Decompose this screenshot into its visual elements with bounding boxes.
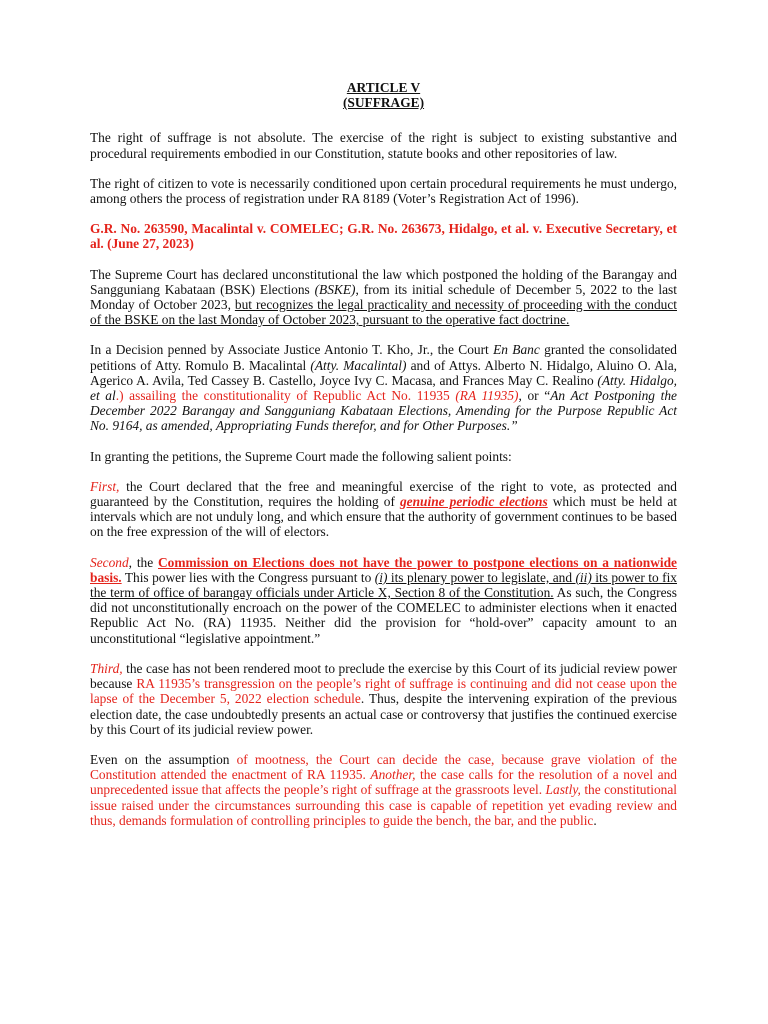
- paragraph-second: [90, 555, 677, 646]
- paragraph-mootness: [90, 752, 677, 828]
- p7-ii: (ii): [575, 569, 592, 585]
- p3-text-a: The Supreme Court has declared unconstitutional the law which postponed the holding of the Barangay and Sangguniang Kabataan (BSK) Elections: [90, 266, 677, 297]
- p4-atty-hidalgo: (Atty. Hidalgo, et al: [90, 372, 677, 404]
- p6-first: First,: [90, 478, 120, 494]
- p9-lastly: Lastly,: [545, 782, 581, 798]
- p4-en-banc: En Banc: [493, 342, 540, 358]
- paragraph-suffrage-not-absolute: The right of suffrage is not absolute. The exercise of the right is subject to existing substantive and procedural requirements embodied in our Constitution, statute books and other repositories of law.: [90, 130, 677, 161]
- p9-repetition: the constitutional issue raised under the circumstances surrounding this case is capable of repetition yet evading review and thus, demands formulation of controlling principles to guide the bench, the bar, and the public: [90, 782, 677, 828]
- p4-assailing: .) assailing the constitutionality of Republic Act No. 11935: [115, 388, 456, 404]
- case-heading: G.R. No. 263590, Macalintal v. COMELEC; G.R. No. 263673, Hidalgo, et al. v. Executive Secretary, et al. (June 27, 2023): [90, 221, 677, 252]
- p9-another: Another,: [370, 767, 416, 783]
- p7-text-i: As such, the Congress did not unconstitutionally encroach on the power of the COMELEC to administer elections when it enacted Republic Act No. (RA) 11935. Neither did the provision for “hold-over” capacity amount to an unconstitutional “legislative appointment.”: [90, 585, 677, 646]
- p7-text-d: This power lies with the Congress pursuant to: [121, 569, 375, 585]
- document-page: [90, 80, 677, 828]
- article-subtitle: (SUFFRAGE): [342, 95, 425, 111]
- article-title: ARTICLE V: [346, 80, 421, 95]
- p4-text-e: and of Attys. Alberto N. Hidalgo, Aluino O. Ala, Agerico A. Avila, Ted Cassey B. Castello, Joyce Ivy C. Macasa, and Frances May C. Realino: [90, 357, 677, 388]
- p8-text-d: . Thus, despite the intervening expiration of the previous election date, the case undoubtedly presents an actual case or controversy that justifies the continued exercise by this Court of its judicial review power.: [90, 691, 677, 737]
- p8-third: Third,: [90, 660, 123, 676]
- p8-text-b: the case has not been rendered moot to preclude the exercise by this Court of its judicial review power because: [90, 660, 677, 692]
- paragraph-supreme-court-declared: [90, 267, 677, 328]
- p4-atty-macalintal: (Atty. Macalintal): [310, 357, 407, 373]
- p6-genuine-periodic-elections: genuine periodic elections: [399, 494, 548, 510]
- p3-bske: (BSKE): [314, 281, 356, 297]
- p7-second: Second: [90, 554, 129, 570]
- p7-comelec-no-power: Commission on Elections does not have the power to postpone elections on a nationwide basis.: [90, 554, 678, 585]
- p7-plenary-power: its plenary power to legislate, and: [387, 569, 576, 585]
- p7-text-b: , the: [128, 554, 158, 570]
- p7-fix-term: its power to fix the term of office of barangay officials under Article X, Section 8 of the Constitution.: [90, 569, 677, 601]
- p9-mootness: of mootness, the Court can decide the case, because grave violation of the Constitution attended the enactment of RA 11935.: [90, 751, 677, 783]
- p3-text-c: , from its initial schedule of December 5, 2022 to the last Monday of October 2023,: [90, 281, 677, 313]
- paragraph-decision-penned: [90, 342, 677, 433]
- paragraph-first: [90, 479, 677, 540]
- p9-text-a: Even on the assumption: [90, 751, 237, 767]
- p6-text-d: which must be held at intervals which are not unduly long, and which ensure that the authority of government continues to be based on the free expression of the will of electors.: [90, 494, 677, 540]
- p4-ra-11935: (RA 11935): [455, 388, 519, 404]
- p9-period: .: [593, 812, 597, 828]
- p9-novel-issue: the case calls for the resolution of a novel and unprecedented issue that affects the people’s right of suffrage at the grassroots level.: [90, 767, 677, 798]
- p7-i: (i): [374, 569, 388, 585]
- p4-text-c: granted the consolidated petitions of Atty. Romulo B. Macalintal: [90, 342, 677, 373]
- p4-act-title: An Act Postponing the December 2022 Barangay and Sangguniang Kabataan Elections, Amending for the Purpose Republic Act No. 9164, as amended, Appropriating Funds therefor, and for Other Purposes.”: [90, 388, 677, 434]
- p8-transgression: RA 11935’s transgression on the people’s right of suffrage is continuing and did not cease upon the lapse of the December 5, 2022 election schedule: [90, 676, 677, 707]
- p4-text-a: In a Decision penned by Associate Justice Antonio T. Kho, Jr., the Court: [90, 342, 494, 358]
- p4-text-i: , or “: [518, 388, 551, 404]
- p3-operative-fact: but recognizes the legal practicality and necessity of proceeding with the conduct of the BSKE on the last Monday of October 2023, pursuant to the operative fact doctrine.: [90, 297, 677, 328]
- paragraph-right-to-vote: The right of citizen to vote is necessarily conditioned upon certain procedural requirements he must undergo, among others the process of registration under RA 8189 (Voter’s Registration Act of 1996).: [90, 175, 677, 207]
- p6-text-b: the Court declared that the free and meaningful exercise of the right to vote, as protected and guaranteed by the Constitution, requires the holding of: [90, 478, 677, 510]
- paragraph-third: [90, 661, 677, 737]
- paragraph-salient-points: In granting the petitions, the Supreme Court made the following salient points:: [90, 448, 512, 464]
